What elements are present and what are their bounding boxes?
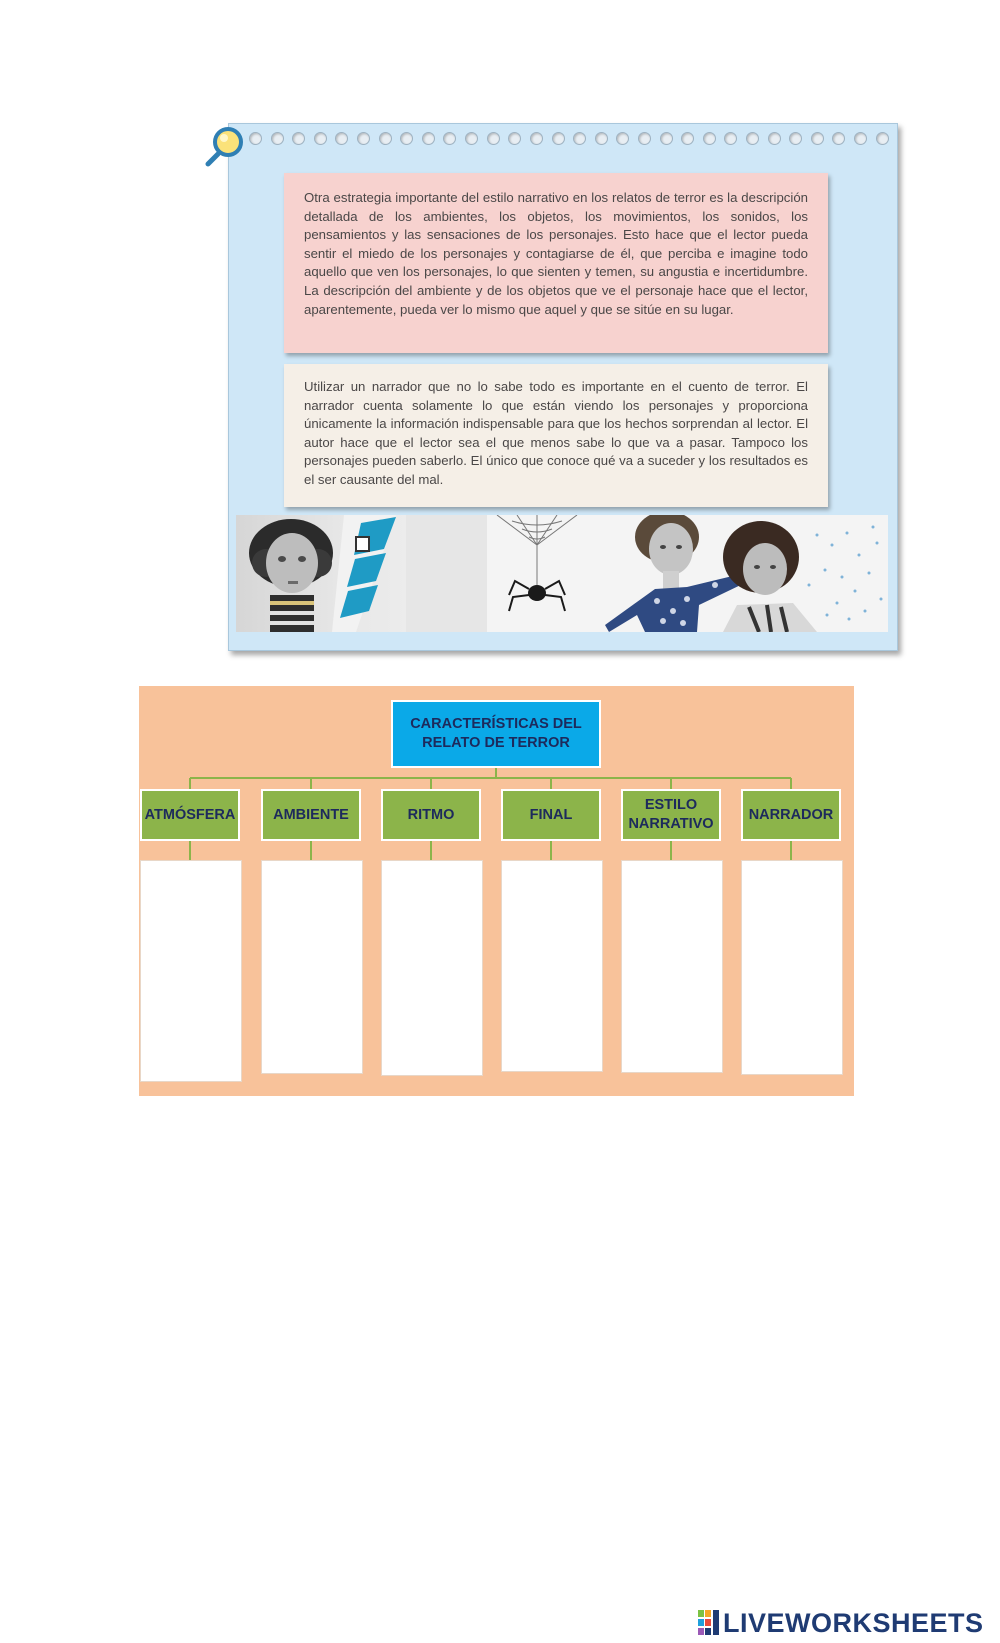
category-final: FINAL <box>501 789 601 841</box>
liveworksheets-logo-icon <box>698 1610 720 1636</box>
category-atmosfera: ATMÓSFERA <box>140 789 240 841</box>
logo-text: LIVEWORKSHEETS <box>723 1607 984 1638</box>
doll-building-illustration <box>236 515 487 632</box>
spiral-rings <box>249 132 889 146</box>
answer-box-ritmo[interactable] <box>381 860 483 1076</box>
illustration-strip <box>236 515 888 632</box>
answer-box-atmosfera[interactable] <box>140 860 242 1082</box>
paragraph-1-text: Otra estrategia importante del estilo narrativo en los relatos de terror es la descripción detallada de los ambientes, los objetos, los movimientos, los sonidos, los pensamientos y las sensaciones de los personajes. Esto hace que el lector pueda sentir el miedo de los personajes y contagiarse de él, que perciba e imagine todo aquello que ven los personajes, lo que sienten y temen, su angustia e incertidumbre. La descripción del ambiente y de los objetos que ve el personaje hace que el lector, aparentemente, pueda ver lo mismo que aquel y que se sitúe en su lugar. <box>304 190 808 317</box>
reading-paragraph-2 <box>284 364 828 507</box>
category-estilo-narrativo: ESTILO NARRATIVO <box>621 789 721 841</box>
dolls-spider-illustration <box>487 515 888 632</box>
answer-box-estilo-narrativo[interactable] <box>621 860 723 1073</box>
category-ambiente: AMBIENTE <box>261 789 361 841</box>
magnifier-icon <box>204 124 248 168</box>
diagram-root-box: CARACTERÍSTICAS DEL RELATO DE TERROR <box>391 700 601 768</box>
answer-box-narrador[interactable] <box>741 860 843 1075</box>
liveworksheets-logo <box>698 1606 984 1640</box>
reading-paragraph-1 <box>284 173 828 353</box>
paragraph-2-text: Utilizar un narrador que no lo sabe todo es importante en el cuento de terror. El narrador cuenta solamente lo que están viendo los personajes y proporciona únicamente la información indispensable para que los hechos sorprendan al lector. El autor hace que el lector sea el que menos sabe lo que va a pasar. Tampoco los personajes pueden saberlo. El único que conoce qué va a suceder y los resultados es el ser causante del mal. <box>304 379 808 487</box>
spider-web <box>497 515 577 585</box>
answer-box-ambiente[interactable] <box>261 860 363 1074</box>
category-narrador: NARRADOR <box>741 789 841 841</box>
answer-box-final[interactable] <box>501 860 603 1072</box>
spider-icon <box>509 581 565 611</box>
category-ritmo: RITMO <box>381 789 481 841</box>
